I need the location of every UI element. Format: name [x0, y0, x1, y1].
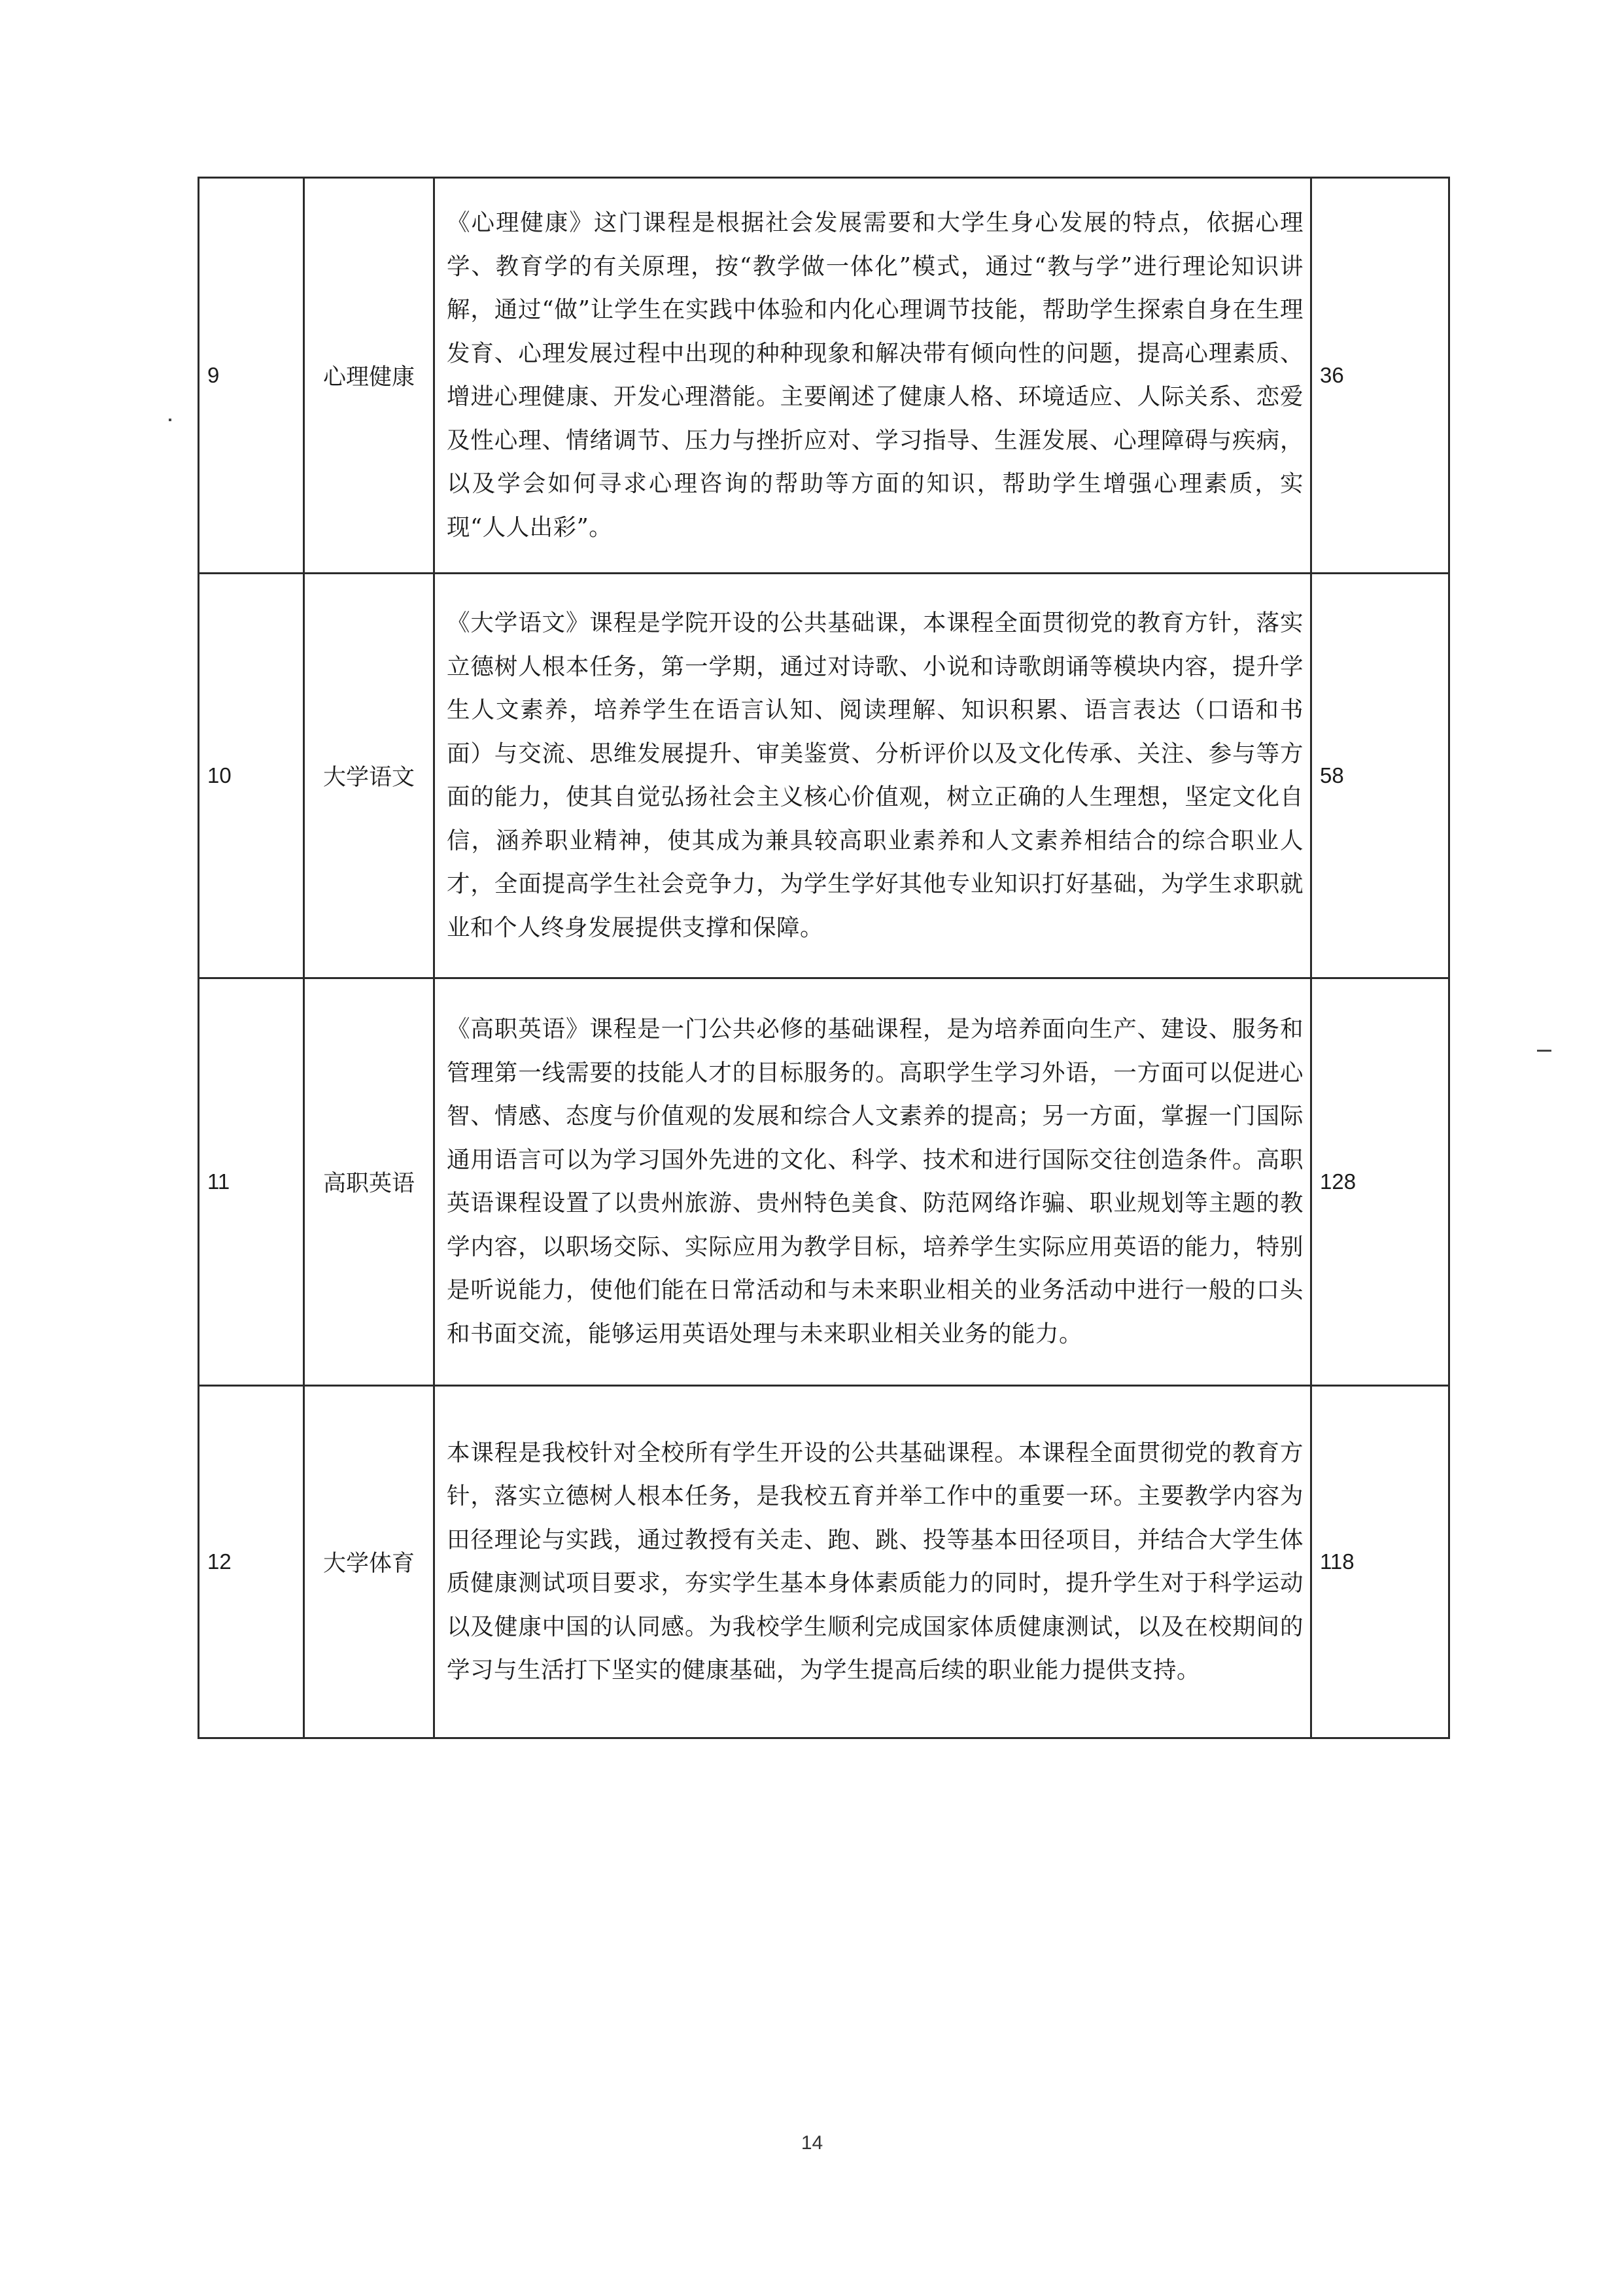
course-name: 大学体育 [304, 1386, 434, 1738]
course-hours: 36 [1311, 178, 1449, 574]
course-hours: 128 [1311, 978, 1449, 1386]
table-row [199, 178, 1449, 574]
course-number: 12 [199, 1386, 304, 1738]
course-table [198, 177, 1450, 1739]
course-name: 心理健康 [304, 178, 434, 574]
page-number: 14 [801, 2132, 823, 2154]
course-number: 9 [199, 178, 304, 574]
table-row [199, 978, 1449, 1386]
scan-artifact [169, 419, 171, 421]
scan-artifact [1537, 1050, 1551, 1052]
table-row [199, 1386, 1449, 1738]
course-description: 本课程是我校针对全校所有学生开设的公共基础课程。本课程全面贯彻党的教育方针，落实立德树人根本任务，是我校五育并举工作中的重要一环。主要教学内容为田径理论与实践，通过教授有关走、跑、跳、投等基本田径项目，并结合大学生体质健康测试项目要求，夯实学生基本身体素质能力的同时，提升学生对于科学运动以及健康中国的认同感。为我校学生顺利完成国家体质健康测试，以及在校期间的学习与生活打下坚实的健康基础，为学生提高后续的职业能力提供支持。 [434, 1386, 1311, 1738]
course-hours: 118 [1311, 1386, 1449, 1738]
course-description: 《高职英语》课程是一门公共必修的基础课程，是为培养面向生产、建设、服务和管理第一线需要的技能人才的目标服务的。高职学生学习外语，一方面可以促进心智、情感、态度与价值观的发展和综合人文素养的提高；另一方面，掌握一门国际通用语言可以为学习国外先进的文化、科学、技术和进行国际交往创造条件。高职英语课程设置了以贵州旅游、贵州特色美食、防范网络诈骗、职业规划等主题的教学内容，以职场交际、实际应用为教学目标，培养学生实际应用英语的能力，特别是听说能力，使他们能在日常活动和与未来职业相关的业务活动中进行一般的口头和书面交流，能够运用英语处理与未来职业相关业务的能力。 [434, 978, 1311, 1386]
course-number: 11 [199, 978, 304, 1386]
course-number: 10 [199, 574, 304, 978]
course-description: 《心理健康》这门课程是根据社会发展需要和大学生身心发展的特点，依据心理学、教育学的有关原理，按“教学做一体化”模式，通过“教与学”进行理论知识讲解，通过“做”让学生在实践中体验和内化心理调节技能，帮助学生探索自身在生理发育、心理发展过程中出现的种种现象和解决带有倾向性的问题，提高心理素质、增进心理健康、开发心理潜能。主要阐述了健康人格、环境适应、人际关系、恋爱及性心理、情绪调节、压力与挫折应对、学习指导、生涯发展、心理障碍与疾病，以及学会如何寻求心理咨询的帮助等方面的知识，帮助学生增强心理素质，实现“人人出彩”。 [434, 178, 1311, 574]
table-row [199, 574, 1449, 978]
course-hours: 58 [1311, 574, 1449, 978]
course-name: 大学语文 [304, 574, 434, 978]
course-name: 高职英语 [304, 978, 434, 1386]
course-description: 《大学语文》课程是学院开设的公共基础课，本课程全面贯彻党的教育方针，落实立德树人根本任务，第一学期，通过对诗歌、小说和诗歌朗诵等模块内容，提升学生人文素养，培养学生在语言认知、阅读理解、知识积累、语言表达（口语和书面）与交流、思维发展提升、审美鉴赏、分析评价以及文化传承、关注、参与等方面的能力，使其自觉弘扬社会主义核心价值观，树立正确的人生理想，坚定文化自信，涵养职业精神，使其成为兼具较高职业素养和人文素养相结合的综合职业人才，全面提高学生社会竞争力，为学生学好其他专业知识打好基础，为学生求职就业和个人终身发展提供支撑和保障。 [434, 574, 1311, 978]
